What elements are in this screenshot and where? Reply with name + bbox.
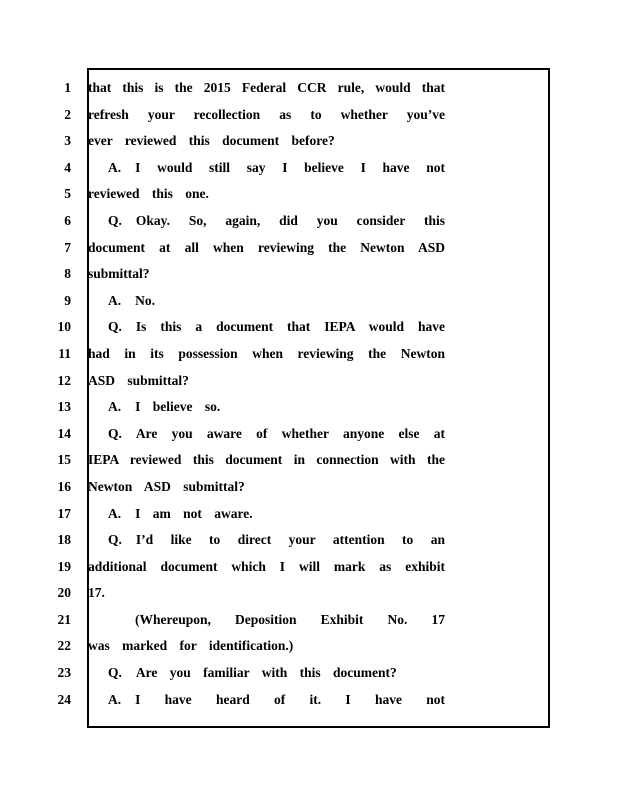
transcript-line [0,527,618,554]
transcript-line [0,421,618,448]
transcript-line [0,660,618,687]
transcript-line [0,208,618,235]
line-text: Q. Is this a document that IEPA would have [108,319,445,335]
line-number: 8 [64,266,71,282]
line-text: Q. I’d like to direct your attention to an [108,532,445,548]
line-number: 19 [57,558,71,574]
line-number: 23 [57,665,71,681]
transcript-line [0,181,618,208]
line-text: document at all when reviewing the Newton ASD [88,239,445,255]
transcript-line [0,368,618,395]
speaker-label: A. [108,159,122,175]
line-number: 7 [64,239,71,255]
line-text: A. No. [108,292,155,308]
speaker-label: Q. [108,665,122,681]
line-text: Q. Are you aware of whether anyone else at [108,425,445,441]
speaker-label: Q. [108,212,122,228]
line-text: Q. Are you familiar with this document? [108,665,397,681]
speaker-label: Q. [108,532,122,548]
transcript-line [0,474,618,501]
line-number: 20 [57,585,71,601]
transcript-line [0,261,618,288]
line-text: Q. Okay. So, again, did you consider this [108,212,445,228]
line-number: 18 [57,532,71,548]
speaker-label: A. [108,292,122,308]
line-text: Newton ASD submittal? [88,478,245,494]
transcript-line [0,235,618,262]
line-number: 17 [57,505,71,521]
line-text: reviewed this one. [88,186,209,202]
line-number: 5 [64,186,71,202]
transcript-line [0,75,618,102]
speaker-label: Q. [108,319,122,335]
line-number: 1 [64,80,71,95]
transcript-line [0,580,618,607]
speaker-label: Q. [108,425,122,441]
transcript-line [0,128,618,155]
line-text: that this is the 2015 Federal CCR rule, would that [88,80,445,95]
line-number: 9 [64,292,71,308]
line-text: IEPA reviewed this document in connection with the [88,452,445,468]
line-number: 11 [58,345,71,361]
line-text: had in its possession when reviewing the Newton [88,345,445,361]
line-number: 13 [57,399,71,415]
line-number: 22 [57,638,71,654]
line-text: 17. [88,585,105,601]
line-number: 6 [64,212,71,228]
line-number: 12 [57,372,71,388]
line-number: 4 [64,159,71,175]
line-text: ASD submittal? [88,372,189,388]
line-number: 10 [57,319,71,335]
line-text: refresh your recollection as to whether you’ve [88,106,445,122]
line-text: ever reviewed this document before? [88,133,335,149]
transcript-line [0,633,618,660]
line-text: was marked for identification.) [88,638,294,654]
speaker-label: A. [108,505,122,521]
speaker-label: A. [108,399,122,415]
line-text: (Whereupon, Deposition Exhibit No. 17 [135,611,445,627]
transcript-line [0,501,618,528]
transcript-line [0,155,618,182]
line-number: 2 [64,106,71,122]
line-text: A. I have heard of it. I have not [108,691,445,707]
line-number: 16 [57,478,71,494]
transcript-line [0,687,618,714]
transcript-line [0,447,618,474]
line-text: submittal? [88,266,150,282]
transcript-line [0,394,618,421]
line-text: A. I am not aware. [108,505,253,521]
transcript-lines [0,75,618,713]
line-text: additional document which I will mark as exhibit [88,558,445,574]
transcript-line [0,102,618,129]
line-number: 15 [57,452,71,468]
transcript-line [0,554,618,581]
line-number: 3 [64,133,71,149]
transcript-line [0,288,618,315]
line-text: A. I would still say I believe I have not [108,159,445,175]
transcript-line [0,314,618,341]
line-number: 14 [57,425,71,441]
line-number: 21 [57,611,71,627]
line-number: 24 [57,691,71,707]
transcript-line [0,607,618,634]
transcript-line [0,341,618,368]
line-text: A. I believe so. [108,399,221,415]
speaker-label: A. [108,691,122,707]
